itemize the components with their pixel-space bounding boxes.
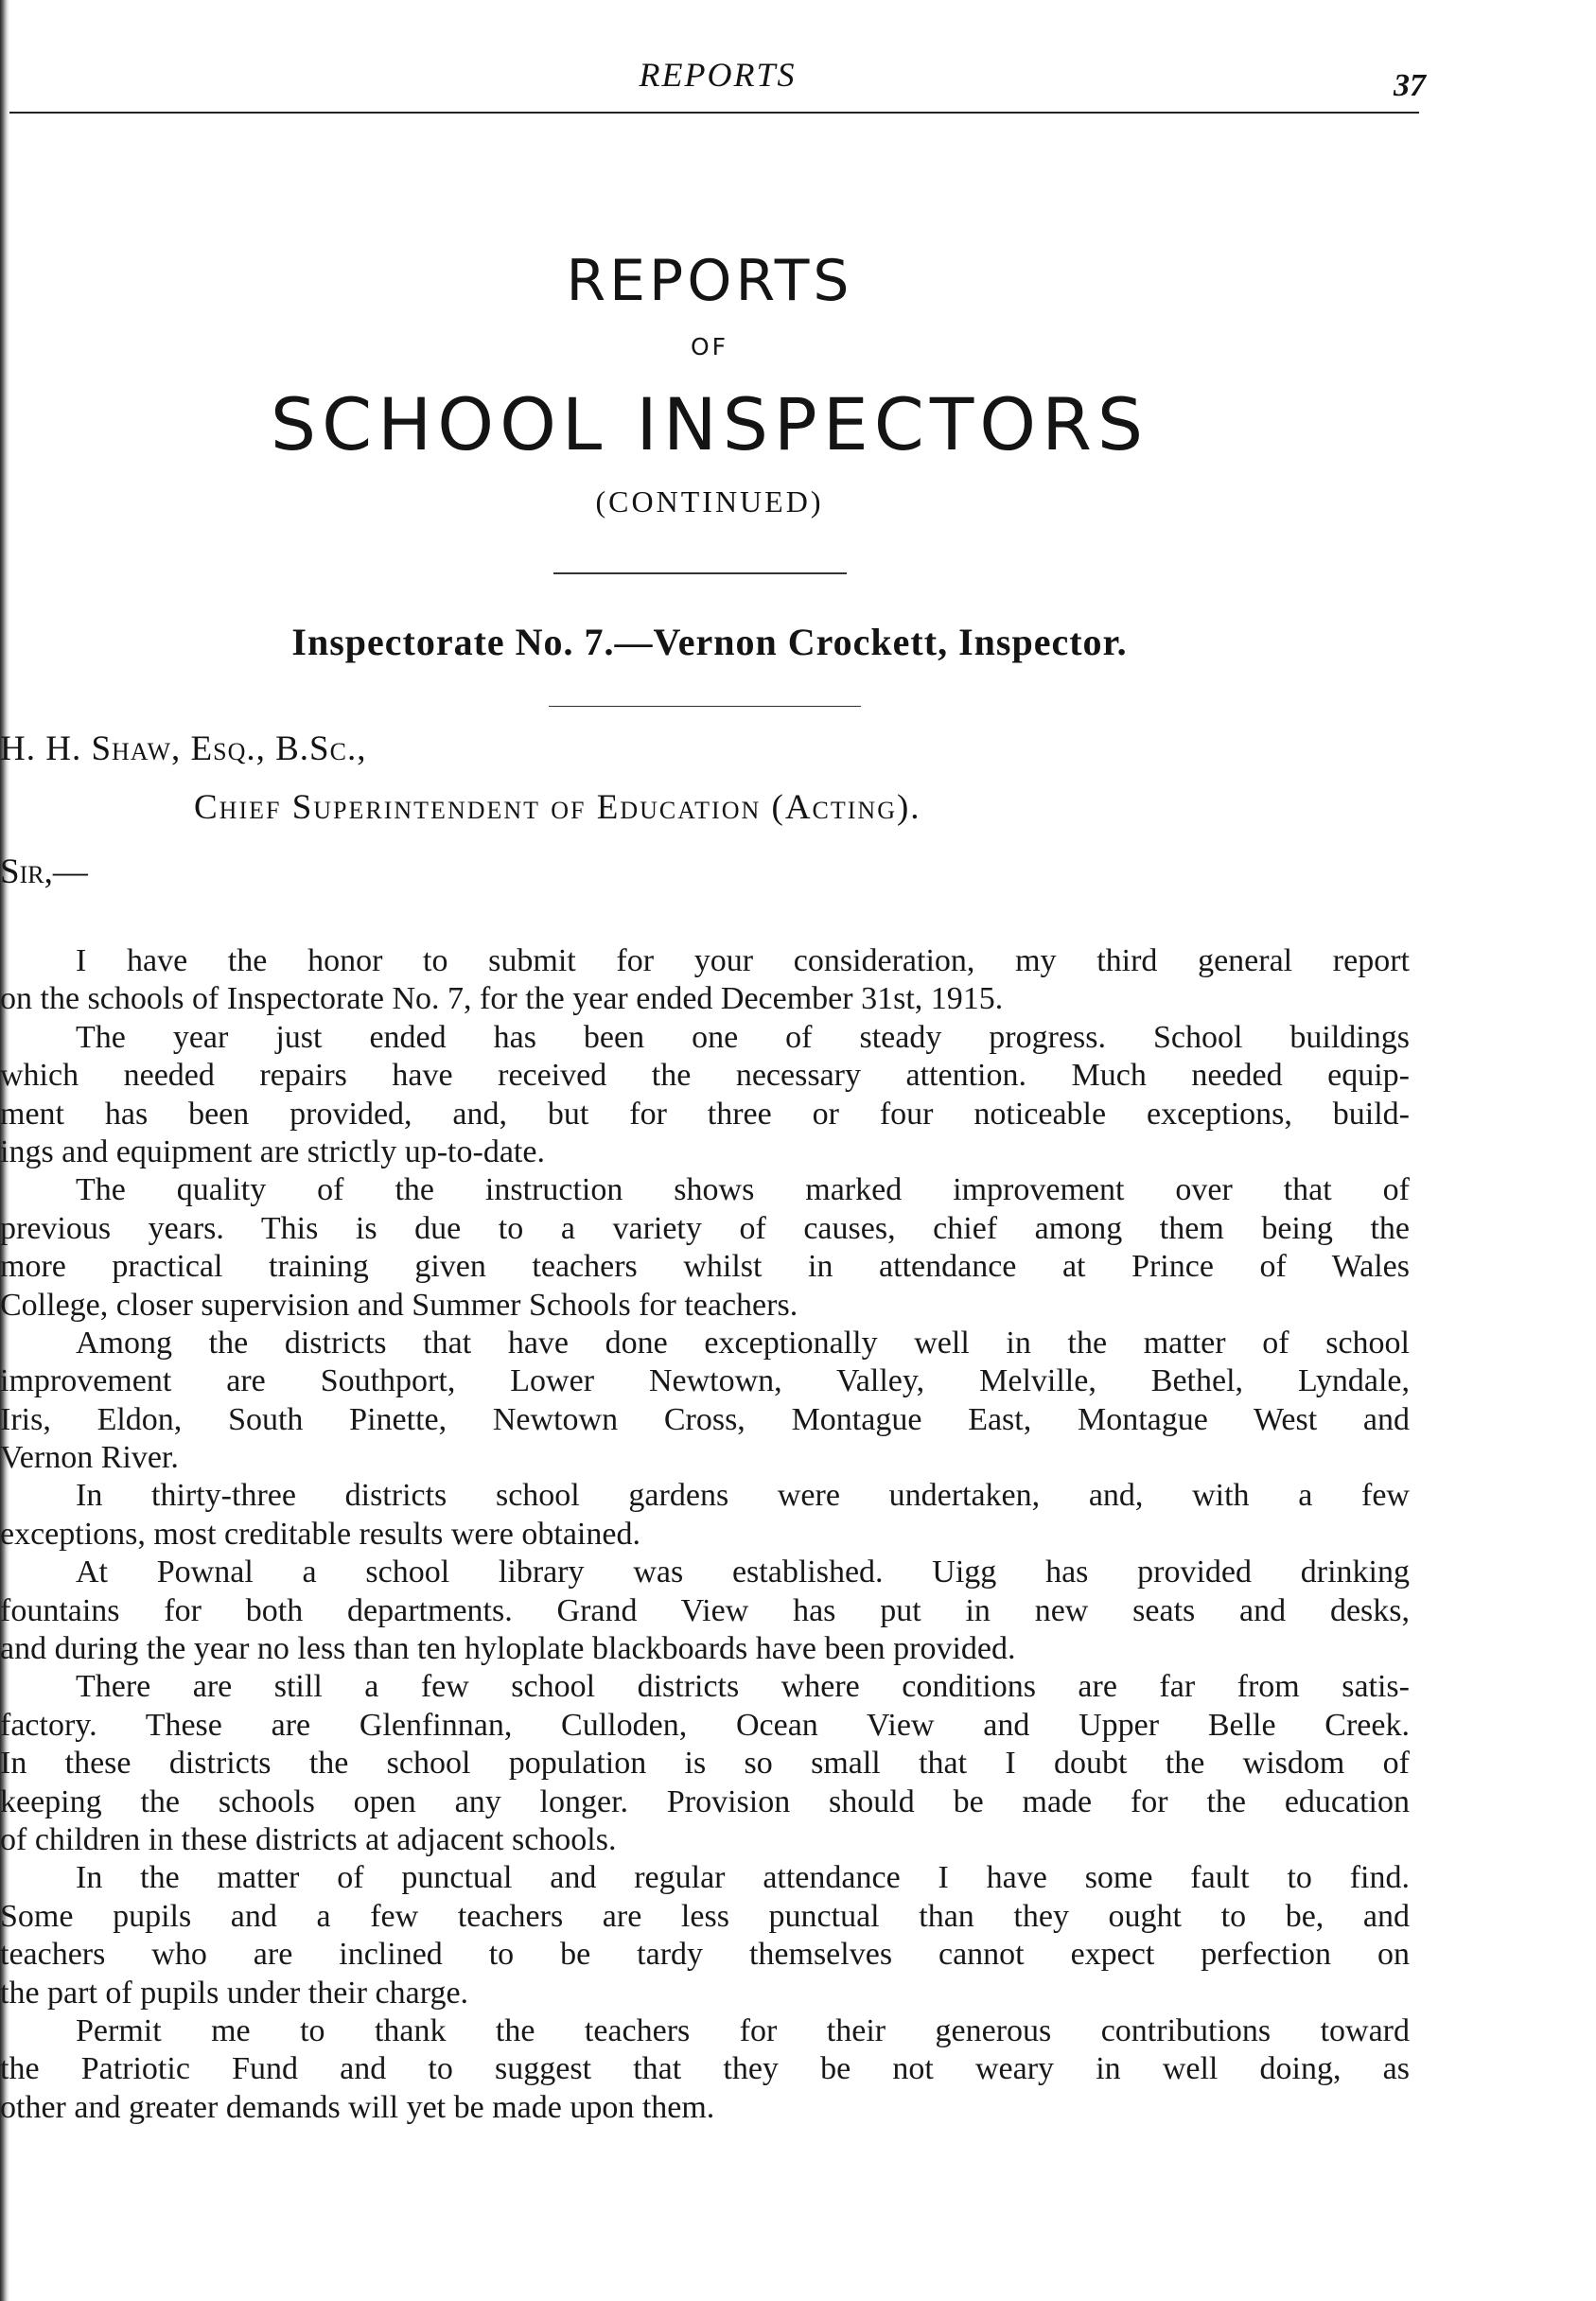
title-of: OF [690,333,729,360]
body-line: Permit me to thank the teachers for their generous contributions toward [76,2012,1410,2048]
body-line: ings and equipment are strictly up-to-date. [0,1133,545,1169]
title-school-inspectors: SCHOOL INSPECTORS [270,382,1149,466]
body-line: Some pupils and a few teachers are less punctual than they ought to be, and [0,1898,1410,1934]
addressee-name: H. H. Shaw, Esq., B.Sc., [0,729,367,768]
body-line: teachers who are inclined to be tardy themselves cannot expect perfection on [0,1937,1410,1973]
body-line: improvement are Southport, Lower Newtown, Valley, Melville, Bethel, Lyndale, [0,1363,1410,1399]
body-line: fountains for both departments. Grand View has put in new seats and desks, [0,1592,1410,1628]
body-line: The year just ended has been one of steady progress. School buildings [76,1019,1410,1055]
body-line: At Pownal a school library was established. Uigg has provided drinking [76,1554,1410,1590]
report-body [0,942,1410,2127]
body-line: I have the honor to submit for your consideration, my third general report [76,943,1410,978]
body-line: There are still a few school districts where conditions are far from satis- [76,1669,1410,1705]
body-line: factory. These are Glenfinnan, Culloden, Ocean View and Upper Belle Creek. [0,1707,1410,1743]
page-number: 37 [1394,68,1426,103]
body-line: In the matter of punctual and regular attendance I have some fault to find. [76,1860,1410,1896]
body-line: of children in these districts at adjacent schools. [0,1821,617,1857]
body-line: keeping the schools open any longer. Provision should be made for the education [0,1783,1410,1819]
body-line: Among the districts that have done exceptionally well in the matter of school [76,1325,1410,1361]
body-line: exceptions, most creditable results were obtained. [0,1516,640,1552]
body-line: Vernon River. [0,1440,179,1476]
title-continued: (CONTINUED) [595,484,824,518]
body-line: on the schools of Inspectorate No. 7, for the year ended December 31st, 1915. [0,981,1004,1017]
section-heading: Inspectorate No. 7.—Vernon Crockett, Inspector. [291,621,1128,663]
running-header-title: REPORTS [639,56,797,94]
body-line: and during the year no less than ten hyloplate blackboards have been provided. [0,1631,1016,1667]
body-line: the Patriotic Fund and to suggest that they be not weary in well doing, as [0,2051,1410,2087]
heading-divider [549,706,861,707]
addressee-title: Chief Superintendent of Education (Acting). [194,788,921,827]
body-line: College, closer supervision and Summer Schools for teachers. [0,1287,798,1323]
body-line: In thirty-three districts school gardens were undertaken, and, with a few [76,1478,1410,1514]
body-line: previous years. This is due to a variety of causes, chief among them being the [0,1210,1410,1246]
body-line: Iris, Eldon, South Pinette, Newtown Cross, Montague East, Montague West and [0,1401,1410,1437]
body-line: more practical training given teachers whilst in attendance at Prince of Wales [0,1249,1410,1285]
body-line: which needed repairs have received the necessary attention. Much needed equip- [0,1058,1410,1094]
body-line: The quality of the instruction shows marked improvement over that of [76,1172,1410,1208]
body-line: ment has been provided, and, but for three or four noticeable exceptions, build- [0,1096,1410,1132]
body-line: the part of pupils under their charge. [0,1975,469,2011]
header-rule [9,112,1419,114]
body-line: In these districts the school population is so small that I doubt the wisdom of [0,1746,1410,1782]
body-line: other and greater demands will yet be made upon them. [0,2089,715,2125]
salutation: Sir,— [0,852,88,891]
title-divider [553,572,847,574]
title-reports: REPORTS [566,248,853,314]
